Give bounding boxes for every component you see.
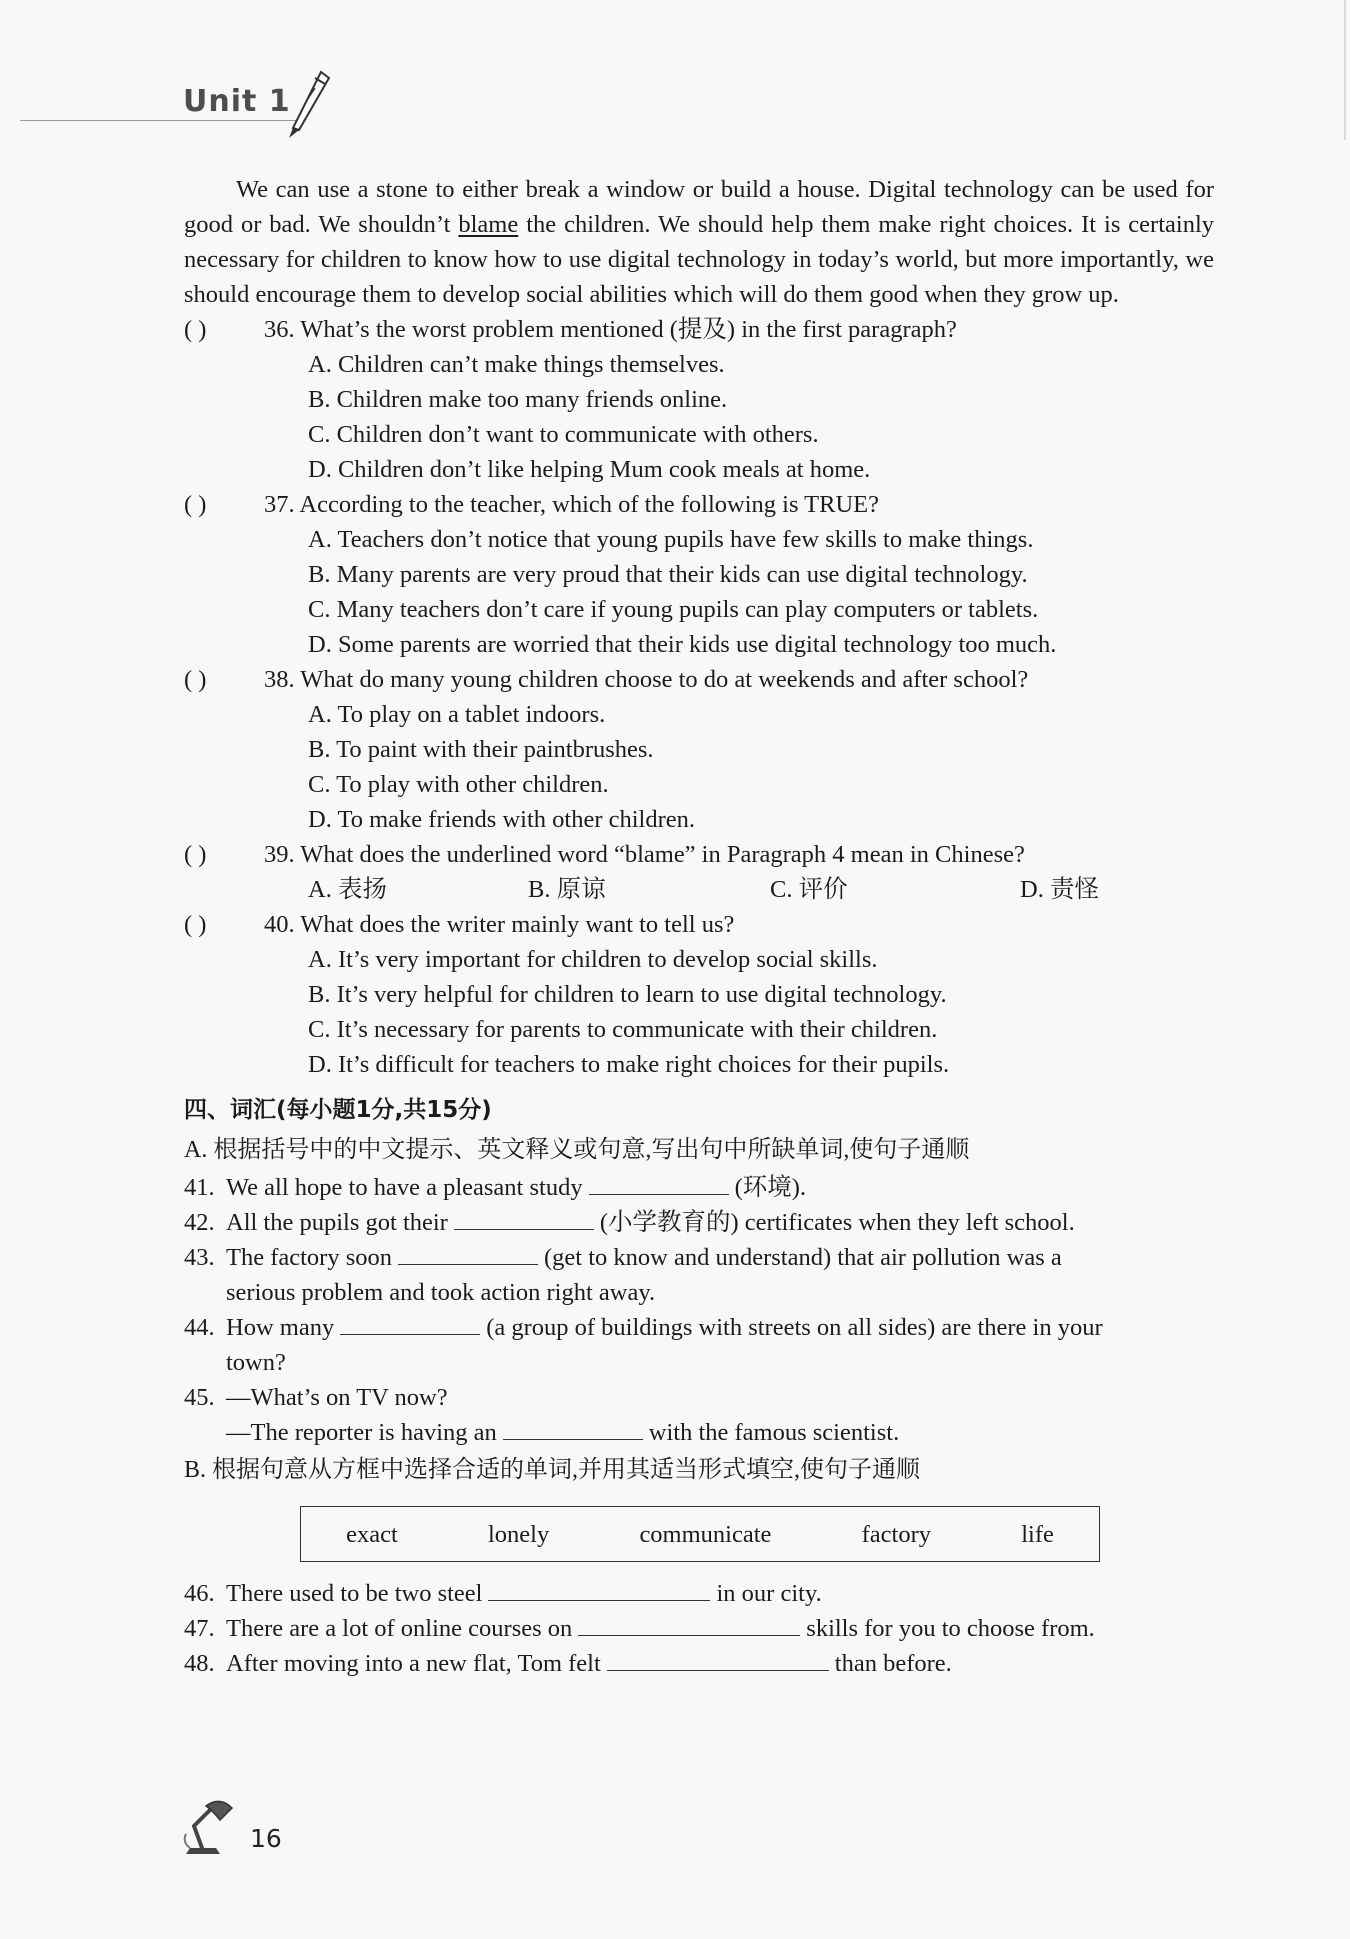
answer-bracket[interactable]: ( ) [184,491,207,518]
fill-item-46 [184,1576,1214,1611]
question-36 [184,312,1214,347]
option: B. 原谅 [528,876,606,903]
page-content [184,172,1214,1681]
option: D. To make friends with other children. [308,806,696,833]
page-number: 16 [250,1824,282,1853]
item-45-reply [184,1415,1214,1450]
answer-blank[interactable] [488,1576,710,1601]
item-continuation: serious problem and took action right away. [226,1279,656,1306]
item-text: We all hope to have a pleasant study [226,1174,583,1201]
fill-item-47 [184,1611,1214,1646]
part-a-title: A. 根据括号中的中文提示、英文释义或句意,写出句中所缺单词,使句子通顺 [184,1137,970,1163]
word-box-item: lonely [487,1520,550,1548]
question-39 [184,837,1214,872]
word-box-item: exact [346,1520,398,1548]
item-hint: (小学教育的) certificates when they left school. [599,1209,1075,1236]
option: A. 表扬 [308,876,387,903]
question-text: 40. What does the writer mainly want to tell us? [264,911,735,938]
answer-blank[interactable] [454,1205,594,1230]
word-box-item: communicate [639,1520,772,1548]
option: D. It’s difficult for teachers to make right choices for their pupils. [308,1051,950,1078]
option: B. Many parents are very proud that their kids can use digital technology. [308,561,1028,588]
desk-lamp-icon [180,1798,244,1858]
option: C. 评价 [770,876,848,903]
pen-icon [285,70,335,140]
part-b-title: B. 根据句意从方框中选择合适的单词,并用其适当形式填空,使句子通顺 [184,1457,921,1483]
option: D. Some parents are worried that their kids use digital technology too much. [308,631,1057,658]
item-text: The factory soon [226,1244,392,1271]
item-number: 41. [184,1174,215,1201]
answer-blank[interactable] [607,1646,829,1671]
item-number: 45. [184,1384,215,1411]
option: D. 责怪 [1020,876,1099,903]
item-text-after: skills for you to choose from. [806,1615,1095,1642]
item-text: All the pupils got their [226,1209,448,1236]
item-text: How many [226,1314,335,1341]
answer-blank[interactable] [398,1240,538,1265]
answer-blank[interactable] [578,1611,800,1636]
underlined-word: blame [458,211,519,238]
item-number: 42. [184,1209,215,1236]
fill-item-48 [184,1646,1214,1681]
question-text: 39. What does the underlined word “blame” in Paragraph 4 mean in Chinese? [264,841,1025,868]
option: C. It’s necessary for parents to communicate with their children. [308,1016,938,1043]
item-number: 43. [184,1244,215,1271]
answer-blank[interactable] [503,1415,643,1440]
passage-text-b: the children. We should help them make right choices. It is certainly necessary for children to know how to use digital technology in today’s world, but more importantly, we should encourage them to develop social abilities which will do them good when they grow up. [184,211,1215,308]
unit-header [0,70,340,130]
question-text: 38. What do many young children choose to do at weekends and after school? [264,666,1029,693]
item-text-after: than before. [834,1650,952,1677]
item-text: —The reporter is having an [226,1419,497,1446]
fill-item-44 [184,1310,1214,1345]
answer-blank[interactable] [589,1170,729,1195]
answer-bracket[interactable]: ( ) [184,666,207,693]
option-row [184,872,1214,907]
passage-paragraph [184,172,1214,312]
question-38 [184,662,1214,697]
option: A. It’s very important for children to develop social skills. [308,946,878,973]
item-number: 47. [184,1615,215,1642]
question-text: 37. According to the teacher, which of the following is TRUE? [264,491,880,518]
header-rule [20,120,300,121]
fill-item-42 [184,1205,1214,1240]
answer-blank[interactable] [340,1310,480,1335]
fill-item-43 [184,1240,1214,1275]
word-box [300,1506,1100,1562]
item-text: —What’s on TV now? [226,1384,448,1411]
word-box-item: factory [861,1520,931,1548]
option: A. To play on a tablet indoors. [308,701,606,728]
item-hint: (a group of buildings with streets on all sides) are there in your [486,1314,1103,1341]
section-title: 四、词汇(每小题1分,共15分) [184,1097,492,1123]
item-number: 46. [184,1580,215,1607]
question-40 [184,907,1214,942]
option: A. Children can’t make things themselves. [308,351,725,378]
item-text: There used to be two steel [226,1580,483,1607]
question-37 [184,487,1214,522]
answer-bracket[interactable]: ( ) [184,841,207,868]
item-hint: (环境). [734,1174,807,1201]
item-hint: (get to know and understand) that air pollution was a [544,1244,1062,1271]
option: C. Children don’t want to communicate with others. [308,421,819,448]
item-number: 44. [184,1314,215,1341]
item-text-after: with the famous scientist. [648,1419,900,1446]
item-text: After moving into a new flat, Tom felt [226,1650,601,1677]
item-continuation: town? [226,1349,286,1376]
option: D. Children don’t like helping Mum cook meals at home. [308,456,871,483]
fill-item-41 [184,1170,1214,1205]
option: B. Children make too many friends online. [308,386,728,413]
answer-bracket[interactable]: ( ) [184,911,207,938]
item-text: There are a lot of online courses on [226,1615,573,1642]
question-text: 36. What’s the worst problem mentioned (提及) in the first paragraph? [264,316,957,343]
passage-text-a: We can use a stone to either break a window or build a house. Digital technology can be used for good or bad. We shouldn’t [184,176,1214,238]
item-text-after: in our city. [716,1580,822,1607]
item-number: 48. [184,1650,215,1677]
option: A. Teachers don’t notice that young pupils have few skills to make things. [308,526,1034,553]
word-box-item: life [1021,1520,1054,1548]
option: C. To play with other children. [308,771,609,798]
option: B. It’s very helpful for children to learn to use digital technology. [308,981,947,1008]
unit-title: Unit 1 [183,84,291,119]
page-footer [180,1798,300,1858]
option: B. To paint with their paintbrushes. [308,736,654,763]
fill-item-45 [184,1380,1214,1415]
option: C. Many teachers don’t care if young pupils can play computers or tablets. [308,596,1039,623]
answer-bracket[interactable]: ( ) [184,316,207,343]
page-edge [1344,0,1346,140]
